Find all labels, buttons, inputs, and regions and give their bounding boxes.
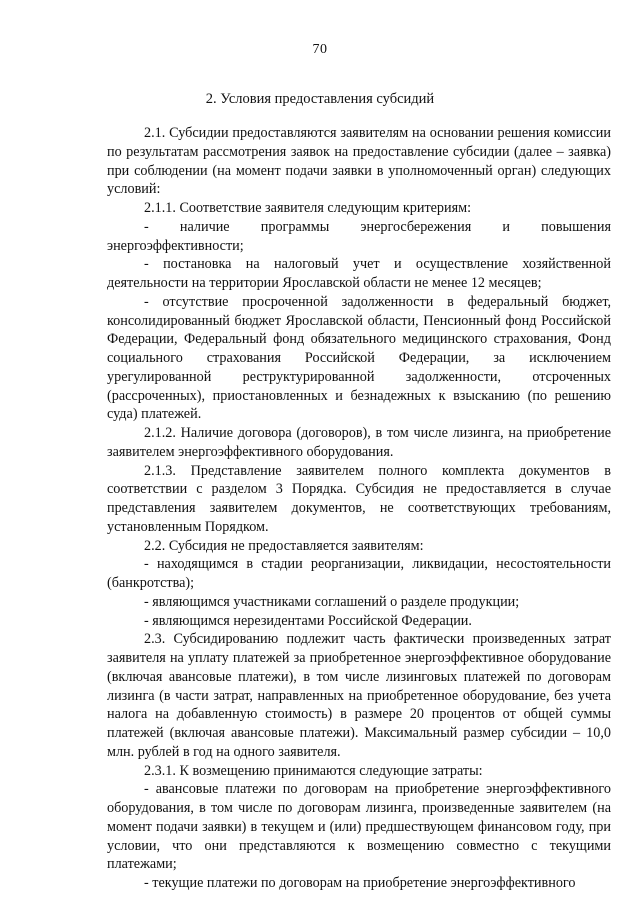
- paragraph: 2.1. Субсидии предоставляются заявителям на основании решения комиссии по результатам рассмотрения заявок на предоставление субсидии (далее – заявка) при соблюдении (на момент подачи заявки в уполномоченный орган) следующих условий:: [107, 125, 611, 198]
- document-body: [107, 124, 611, 893]
- paragraph: 2.2. Субсидия не предоставляется заявителям:: [144, 537, 424, 554]
- paragraph: 2.3. Субсидированию подлежит часть фактически произведенных затрат заявителя на уплату платежей за приобретенное энергоэффективное оборудование (включая авансовые платежи), в том числе лизинговых платежей по договорам лизинга (в части затрат, направленных на приобретенное оборудование, без учета налога на добавленную стоимость) в размере 20 процентов от общей суммы платежей (включая авансовые платежи). Максимальный размер субсидии – 10,0 млн. рублей в год на одного заявителя.: [107, 631, 611, 760]
- page-number: 70: [312, 42, 328, 57]
- paragraph: 2.1.1. Соответствие заявителя следующим критериям:: [144, 200, 472, 216]
- paragraph: - являющимся участниками соглашений о разделе продукции;: [144, 593, 520, 610]
- paragraph: - текущие платежи по договорам на приобретение энергоэффективного: [144, 875, 576, 891]
- paragraph: 2.3.1. К возмещению принимаются следующие затраты:: [144, 762, 483, 779]
- paragraph: 2.1.2. Наличие договора (договоров), в том числе лизинга, на приобретение заявителем энергоэффективного оборудования.: [107, 425, 611, 460]
- paragraph: - наличие программы энергосбережения и повышения энергоэффективности;: [107, 218, 611, 254]
- section-title: 2. Условия предоставления субсидий: [205, 91, 435, 107]
- paragraph: - отсутствие просроченной задолженности в федеральный бюджет, консолидированный бюджет Ярославской области, Пенсионный фонд Российской Федерации, Федеральный фонд обязательного медицинского страхования, Фонд социального страхования Российской Федерации, за исключением урегулированной реструктурированной задолженности, отсроченных (рассроченных), приостановленных и безнадежных к взысканию (по решению суда) платежей.: [107, 293, 611, 423]
- paragraph: - являющимся нерезидентами Российской Федерации.: [144, 612, 472, 629]
- paragraph: - авансовые платежи по договорам на приобретение энергоэффективного оборудования, в том числе по договорам лизинга, произведенные заявителем (на момент подачи заявки) в текущем и (или) предшествующем финансовом году, при условии, что они представляются к возмещению совместно с текущими платежами;: [107, 781, 611, 873]
- paragraph: - находящимся в стадии реорганизации, ликвидации, несостоятельности (банкротства);: [107, 556, 611, 591]
- paragraph: - постановка на налоговый учет и осуществление хозяйственной деятельности на территории Ярославской области не менее 12 месяцев;: [107, 256, 611, 291]
- paragraph: 2.1.3. Представление заявителем полного комплекта документов в соответствии с разделом 3 Порядка. Субсидия не предоставляется в случае представления заявителем документов, не соответствующих требованиям, установленным Порядком.: [107, 462, 611, 535]
